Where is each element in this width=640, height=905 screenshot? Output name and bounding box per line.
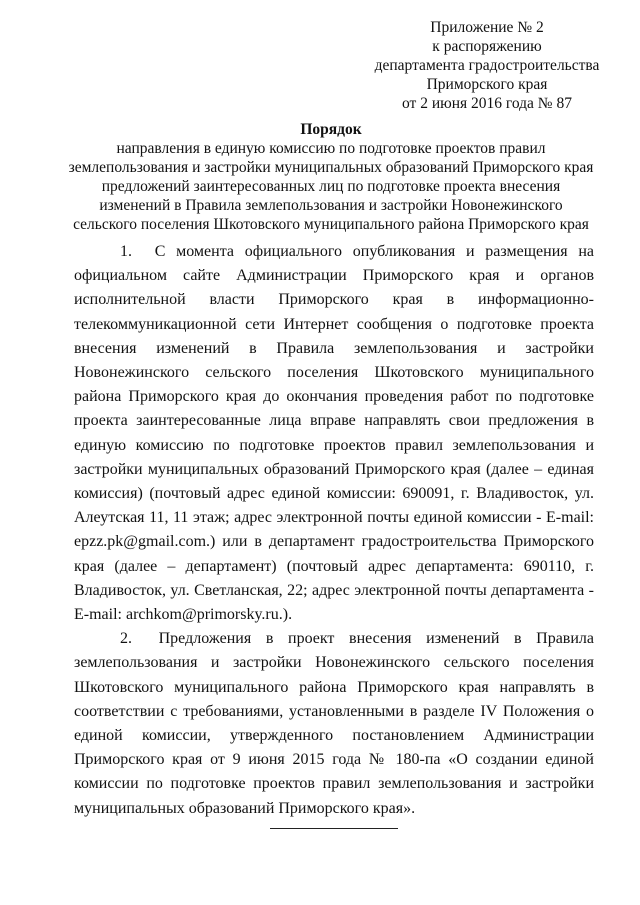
appendix-region: Приморского края (426, 76, 548, 93)
appendix-number: Приложение № 2 (430, 19, 544, 36)
title-line: землепользования и застройки муниципальных образований Приморского края (68, 159, 594, 176)
document-body (74, 240, 594, 821)
closing-divider (270, 828, 398, 829)
document-title (40, 120, 622, 234)
paragraph-number: 2. (120, 630, 132, 648)
title-line: сельского поселения Шкотовского муниципального района Приморского края (73, 216, 589, 233)
title-heading: Порядок (300, 121, 362, 138)
paragraph-1 (74, 240, 594, 627)
appendix-department: департамента градостроительства (374, 57, 600, 74)
title-line: предложений заинтересованных лиц по подготовке проекта внесения (101, 178, 561, 195)
paragraph-text: С момента официального опубликования и размещения на официальном сайте Администрации Приморского края и органов исполнительной власти Приморского края в информационно-телекоммуникационной сети Интернет сообщения о подготовке проекта внесения изменений в Правила землепользования и застройки Новонежинского сельского поселения Шкотовского муниципального района Приморского края до окончания проведения работ по подготовке проекта заинтересованные лица вправе направлять свои предложения в единую комиссию по подготовке проектов правил землепользования и застройки муниципальных образований Приморского края (далее – единая комиссия) (почтовый адрес единой комиссии: 690091, г. Владивосток, ул. Алеутская 11, 11 этаж; адрес электронной почты единой комиссии - E-mail: epzz.pk@gmail.com.) или в департамент градостроительства Приморского края (далее – департамент) (почтовый адрес департамента: 690110, г. Владивосток, ул. Светланская, 22; адрес электронной почты департамента - E-mail: archkom@primorsky.ru.). (74, 243, 594, 624)
title-line: изменений в Правила землепользования и застройки Новонежинского (99, 197, 563, 214)
paragraph-text: Предложения в проект внесения изменений в Правила землепользования и застройки Новонежинского сельского поселения Шкотовского муниципального района Приморского края направлять в соответствии с требованиями, установленными в разделе IV Положения о единой комиссии, утвержденного постановлением Администрации Приморского края от 9 июня 2015 года № 180-па «О создании единой комиссии по подготовке проектов правил землепользования и застройки муниципальных образований Приморского края». (74, 630, 595, 817)
appendix-header (352, 18, 622, 113)
title-line: направления в единую комиссию по подготовке проектов правил (116, 140, 546, 157)
paragraph-number: 1. (120, 243, 132, 260)
paragraph-2 (74, 627, 594, 821)
appendix-date: от 2 июня 2016 года № 87 (402, 95, 572, 112)
appendix-order-ref: к распоряжению (432, 38, 542, 55)
